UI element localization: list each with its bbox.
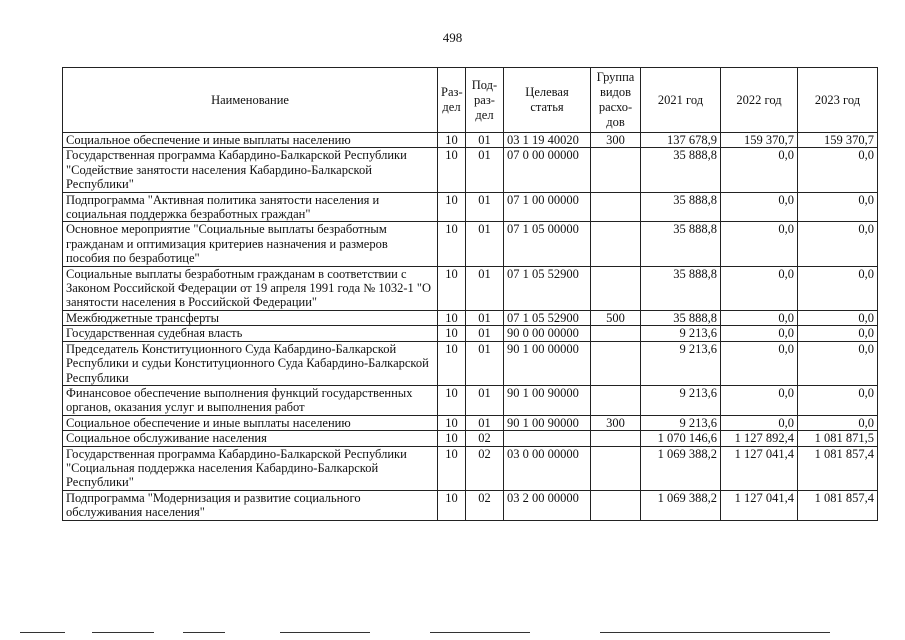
cell-group: [591, 266, 641, 310]
cell-section: 10: [438, 133, 466, 148]
table-body: [63, 133, 878, 521]
cell-section: 10: [438, 341, 466, 385]
cell-y2022: 0,0: [721, 326, 798, 341]
cell-section: 10: [438, 148, 466, 192]
cell-subsection: 02: [466, 446, 504, 490]
cell-y2021: 35 888,8: [641, 148, 721, 192]
budget-table: [62, 67, 878, 521]
header-section: Раз- дел: [438, 68, 466, 133]
cell-y2023: 0,0: [798, 415, 878, 430]
cell-group: 500: [591, 310, 641, 325]
cell-y2022: 1 127 892,4: [721, 431, 798, 446]
cell-y2022: 1 127 041,4: [721, 490, 798, 520]
cell-name: Государственная программа Кабардино-Балкарской Республики "Социальная поддержка населения Кабардино-Балкарской Республики": [63, 446, 438, 490]
cell-y2022: 0,0: [721, 148, 798, 192]
cell-target: 03 2 00 00000: [504, 490, 591, 520]
cell-section: 10: [438, 326, 466, 341]
cell-target: 90 1 00 00000: [504, 341, 591, 385]
cell-subsection: 02: [466, 490, 504, 520]
cell-y2021: 35 888,8: [641, 310, 721, 325]
cell-target: 90 0 00 00000: [504, 326, 591, 341]
cell-target: 07 1 05 52900: [504, 310, 591, 325]
cell-target: 07 1 00 00000: [504, 192, 591, 222]
header-subsection: Под- раз- дел: [466, 68, 504, 133]
cell-target: 07 1 05 52900: [504, 266, 591, 310]
table-row: [63, 192, 878, 222]
cell-y2023: 1 081 871,5: [798, 431, 878, 446]
cell-y2022: 159 370,7: [721, 133, 798, 148]
table-row: [63, 415, 878, 430]
cell-section: 10: [438, 431, 466, 446]
cell-name: Председатель Конституционного Суда Кабардино-Балкарской Республики и судьи Конституционного Суда Кабардино-Балкарской Республики: [63, 341, 438, 385]
cell-y2022: 1 127 041,4: [721, 446, 798, 490]
cell-target: 90 1 00 90000: [504, 415, 591, 430]
cell-section: 10: [438, 490, 466, 520]
cell-y2021: 137 678,9: [641, 133, 721, 148]
cell-subsection: 01: [466, 148, 504, 192]
header-name: Наименование: [63, 68, 438, 133]
cell-y2022: 0,0: [721, 266, 798, 310]
table-row: [63, 490, 878, 520]
table-row: [63, 341, 878, 385]
cell-target: [504, 431, 591, 446]
cell-name: Государственная судебная власть: [63, 326, 438, 341]
cell-y2023: 1 081 857,4: [798, 446, 878, 490]
cell-subsection: 01: [466, 326, 504, 341]
table-row: [63, 266, 878, 310]
cell-y2022: 0,0: [721, 222, 798, 266]
cell-name: Основное мероприятие "Социальные выплаты безработным гражданам и оптимизация критериев назначения и размеров пособия по безработице": [63, 222, 438, 266]
cell-name: Государственная программа Кабардино-Балкарской Республики "Содействие занятости населения Кабардино-Балкарской Республики": [63, 148, 438, 192]
table-row: [63, 431, 878, 446]
cell-group: [591, 446, 641, 490]
table-row: [63, 326, 878, 341]
cell-y2023: 0,0: [798, 310, 878, 325]
cell-subsection: 01: [466, 385, 504, 415]
cell-y2021: 1 069 388,2: [641, 490, 721, 520]
table-row: [63, 446, 878, 490]
cell-y2023: 1 081 857,4: [798, 490, 878, 520]
cell-section: 10: [438, 192, 466, 222]
cell-name: Социальное обеспечение и иные выплаты населению: [63, 415, 438, 430]
cell-name: Финансовое обеспечение выполнения функций государственных органов, оказания услуг и выполнения работ: [63, 385, 438, 415]
cell-group: [591, 431, 641, 446]
cell-name: Подпрограмма "Модернизация и развитие социального обслуживания населения": [63, 490, 438, 520]
cell-name: Подпрограмма "Активная политика занятости населения и социальная поддержка безработных граждан": [63, 192, 438, 222]
cell-target: 03 0 00 00000: [504, 446, 591, 490]
cell-y2021: 9 213,6: [641, 326, 721, 341]
cell-y2023: 0,0: [798, 266, 878, 310]
cell-section: 10: [438, 385, 466, 415]
cell-y2022: 0,0: [721, 415, 798, 430]
table-row: [63, 133, 878, 148]
cell-target: 07 0 00 00000: [504, 148, 591, 192]
cell-group: [591, 326, 641, 341]
table-row: [63, 222, 878, 266]
header-2022: 2022 год: [721, 68, 798, 133]
cell-group: [591, 192, 641, 222]
cell-y2023: 0,0: [798, 192, 878, 222]
cell-target: 07 1 05 00000: [504, 222, 591, 266]
cell-y2021: 1 069 388,2: [641, 446, 721, 490]
cell-subsection: 01: [466, 341, 504, 385]
cell-y2022: 0,0: [721, 341, 798, 385]
cell-y2021: 1 070 146,6: [641, 431, 721, 446]
cell-y2022: 0,0: [721, 310, 798, 325]
cell-name: Социальное обслуживание населения: [63, 431, 438, 446]
cell-group: 300: [591, 133, 641, 148]
cell-y2023: 0,0: [798, 341, 878, 385]
cell-subsection: 01: [466, 310, 504, 325]
cell-section: 10: [438, 446, 466, 490]
footer-signature-lines: [0, 632, 905, 636]
cell-y2023: 0,0: [798, 326, 878, 341]
cell-y2023: 0,0: [798, 385, 878, 415]
cell-section: 10: [438, 266, 466, 310]
cell-y2021: 9 213,6: [641, 341, 721, 385]
header-2021: 2021 год: [641, 68, 721, 133]
cell-name: Межбюджетные трансферты: [63, 310, 438, 325]
cell-target: 03 1 19 40020: [504, 133, 591, 148]
cell-subsection: 01: [466, 415, 504, 430]
cell-y2022: 0,0: [721, 192, 798, 222]
cell-y2023: 0,0: [798, 148, 878, 192]
cell-y2021: 35 888,8: [641, 222, 721, 266]
cell-subsection: 02: [466, 431, 504, 446]
cell-group: [591, 385, 641, 415]
cell-section: 10: [438, 310, 466, 325]
cell-name: Социальные выплаты безработным гражданам в соответствии с Законом Российской Федерации от 19 апреля 1991 года № 1032-1 "О занятости населения в Российской Федерации": [63, 266, 438, 310]
page-number: 498: [442, 30, 463, 45]
cell-name: Социальное обеспечение и иные выплаты населению: [63, 133, 438, 148]
cell-y2021: 35 888,8: [641, 266, 721, 310]
cell-y2021: 9 213,6: [641, 415, 721, 430]
cell-group: [591, 148, 641, 192]
cell-group: [591, 341, 641, 385]
table-row: [63, 148, 878, 192]
cell-subsection: 01: [466, 192, 504, 222]
cell-y2023: 0,0: [798, 222, 878, 266]
cell-group: [591, 490, 641, 520]
cell-group: 300: [591, 415, 641, 430]
cell-y2021: 35 888,8: [641, 192, 721, 222]
cell-y2022: 0,0: [721, 385, 798, 415]
header-target: Целевая статья: [504, 68, 591, 133]
cell-subsection: 01: [466, 266, 504, 310]
cell-subsection: 01: [466, 133, 504, 148]
cell-section: 10: [438, 415, 466, 430]
cell-group: [591, 222, 641, 266]
table-header-row: [63, 68, 878, 133]
header-2023: 2023 год: [798, 68, 878, 133]
cell-y2021: 9 213,6: [641, 385, 721, 415]
cell-y2023: 159 370,7: [798, 133, 878, 148]
table-row: [63, 310, 878, 325]
table-row: [63, 385, 878, 415]
cell-target: 90 1 00 90000: [504, 385, 591, 415]
header-group: Группа видов расхо- дов: [591, 68, 641, 133]
cell-section: 10: [438, 222, 466, 266]
cell-subsection: 01: [466, 222, 504, 266]
